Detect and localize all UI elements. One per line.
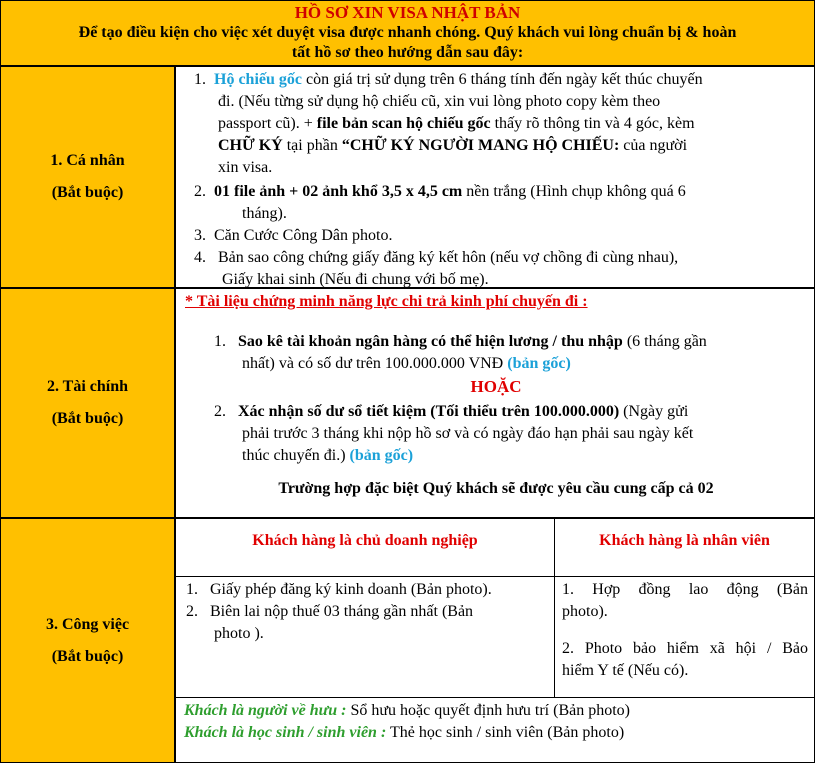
finance-label-cell <box>0 288 175 518</box>
item-text-bold: Xác nhận số dư sổ tiết kiệm (Tối thiểu trên 100.000.000) <box>238 403 620 420</box>
item-text-bold: file bản scan hộ chiếu gốc <box>316 115 491 132</box>
document-title: HỒ SƠ XIN VISA NHẬT BẢN <box>294 3 521 22</box>
item-text: (6 tháng gần <box>622 333 707 350</box>
item-text: Căn Cước Công Dân photo. <box>214 227 393 244</box>
student-note <box>184 722 624 744</box>
original-copy-label: (bản gốc) <box>507 355 571 372</box>
item-text: Bản sao công chứng giấy đăng ký kết hôn (nếu vợ chồng đi cùng nhau), <box>218 249 679 266</box>
document-header <box>0 0 815 66</box>
original-copy-label: (bản gốc) <box>349 447 414 464</box>
finance-required: (Bắt buộc) <box>51 410 124 427</box>
personal-item-2 <box>194 181 686 225</box>
finance-label: 2. Tài chính <box>46 378 129 395</box>
personal-content-cell <box>175 66 815 288</box>
retired-text: Sổ hưu hoặc quyết định hưu trí (Bản photo) <box>346 702 630 719</box>
employee-column-header: Khách hàng là nhân viên <box>599 532 770 549</box>
item-text: passport cũ). + <box>218 115 317 132</box>
row-divider <box>176 576 814 577</box>
finance-heading: * Tài liệu chứng minh năng lực chi trả kinh phí chuyến đi : <box>185 293 588 310</box>
item-text: Giấy phép đăng ký kinh doanh (Bản photo). <box>210 581 492 598</box>
finance-special-note: Trường hợp đặc biệt Quý khách sẽ được yêu cầu cung cấp cả 02 <box>278 480 714 497</box>
item-text: 2. Photo bảo hiểm xã hội / Bảo <box>562 640 808 657</box>
item-text-bold: “CHỮ KÝ NGƯỜI MANG HỘ CHIẾU: <box>341 137 620 154</box>
personal-item-1 <box>194 69 703 179</box>
owner-column-header: Khách hàng là chủ doanh nghiệp <box>252 532 478 549</box>
item-text: của người <box>619 137 688 154</box>
work-label-cell <box>0 518 175 763</box>
personal-label: 1. Cá nhân <box>50 152 125 169</box>
item-text: Biên lai nộp thuế 03 tháng gần nhất (Bản <box>210 603 474 620</box>
work-label: 3. Công việc <box>45 615 130 633</box>
employee-item-2 <box>562 638 808 682</box>
item-text: nhất) và có số dư trên 100.000.000 VNĐ <box>242 355 508 372</box>
owner-item-2 <box>186 601 551 645</box>
retired-label: Khách là người về hưu : <box>184 702 347 719</box>
item-text: thấy rõ thông tin và 4 góc, kèm <box>490 115 695 132</box>
item-text: (Ngày gửi <box>619 403 689 420</box>
work-content-cell <box>175 518 815 763</box>
personal-label-cell <box>0 66 175 288</box>
item-text: nền trắng (Hình chụp không quá 6 <box>462 183 686 200</box>
item-text: hiểm Y tế (Nếu có). <box>562 662 689 679</box>
item-number: 1. <box>194 71 206 88</box>
item-text: tại phần <box>282 137 342 154</box>
item-text: đi. (Nếu từng sử dụng hộ chiếu cũ, xin vui lòng photo copy kèm theo <box>218 93 661 110</box>
item-number: 1. <box>186 581 198 598</box>
retired-note <box>184 700 630 722</box>
passport-highlight: Hộ chiếu gốc <box>214 71 302 88</box>
finance-item-1 <box>214 331 707 375</box>
item-text-bold: Sao kê tài khoản ngân hàng có thể hiện lương / thu nhập <box>238 333 623 350</box>
item-text: xin visa. <box>218 159 273 176</box>
item-number: 2. <box>194 183 206 200</box>
item-text-bold: CHỮ KÝ <box>218 137 283 154</box>
document-subtitle-line1: Để tạo điều kiện cho việc xét duyệt visa được nhanh chóng. Quý khách vui lòng chuẩn bị & hoàn <box>78 24 737 41</box>
item-text-bold: 01 file ảnh + 02 ảnh khổ 3,5 x 4,5 cm <box>214 183 463 200</box>
personal-item-4 <box>194 247 678 291</box>
item-text: còn giá trị sử dụng trên 6 tháng tính đến ngày kết thúc chuyến <box>302 71 703 88</box>
item-text: photo ). <box>214 625 264 642</box>
item-text: 1. Hợp đồng lao động (Bản <box>562 581 808 598</box>
work-required: (Bắt buộc) <box>51 647 124 665</box>
item-number: 3. <box>194 227 206 244</box>
item-number: 2. <box>214 403 226 420</box>
personal-item-3 <box>194 225 392 247</box>
item-number: 1. <box>214 333 226 350</box>
item-text: phải trước 3 tháng khi nộp hồ sơ và có ngày đáo hạn phải sau ngày kết <box>242 425 694 442</box>
student-text: Thẻ học sinh / sinh viên (Bản photo) <box>386 724 625 741</box>
item-text: tháng). <box>242 205 287 222</box>
row-divider <box>176 697 814 698</box>
student-label: Khách là học sinh / sinh viên : <box>184 724 387 741</box>
employee-item-1 <box>562 579 808 623</box>
owner-item-1 <box>186 579 551 601</box>
finance-or: HOẶC <box>470 377 522 396</box>
finance-content-cell <box>175 288 815 518</box>
document-subtitle-line2: tất hồ sơ theo hướng dẫn sau đây: <box>291 44 524 61</box>
finance-item-2 <box>214 401 693 467</box>
personal-required: (Bắt buộc) <box>51 184 124 201</box>
item-number: 4. <box>194 249 206 266</box>
item-text: Giấy khai sinh (Nếu đi chung với bố mẹ). <box>222 271 489 288</box>
item-text: photo). <box>562 603 608 620</box>
item-number: 2. <box>186 603 198 620</box>
item-text: thúc chuyến đi.) <box>242 447 350 464</box>
